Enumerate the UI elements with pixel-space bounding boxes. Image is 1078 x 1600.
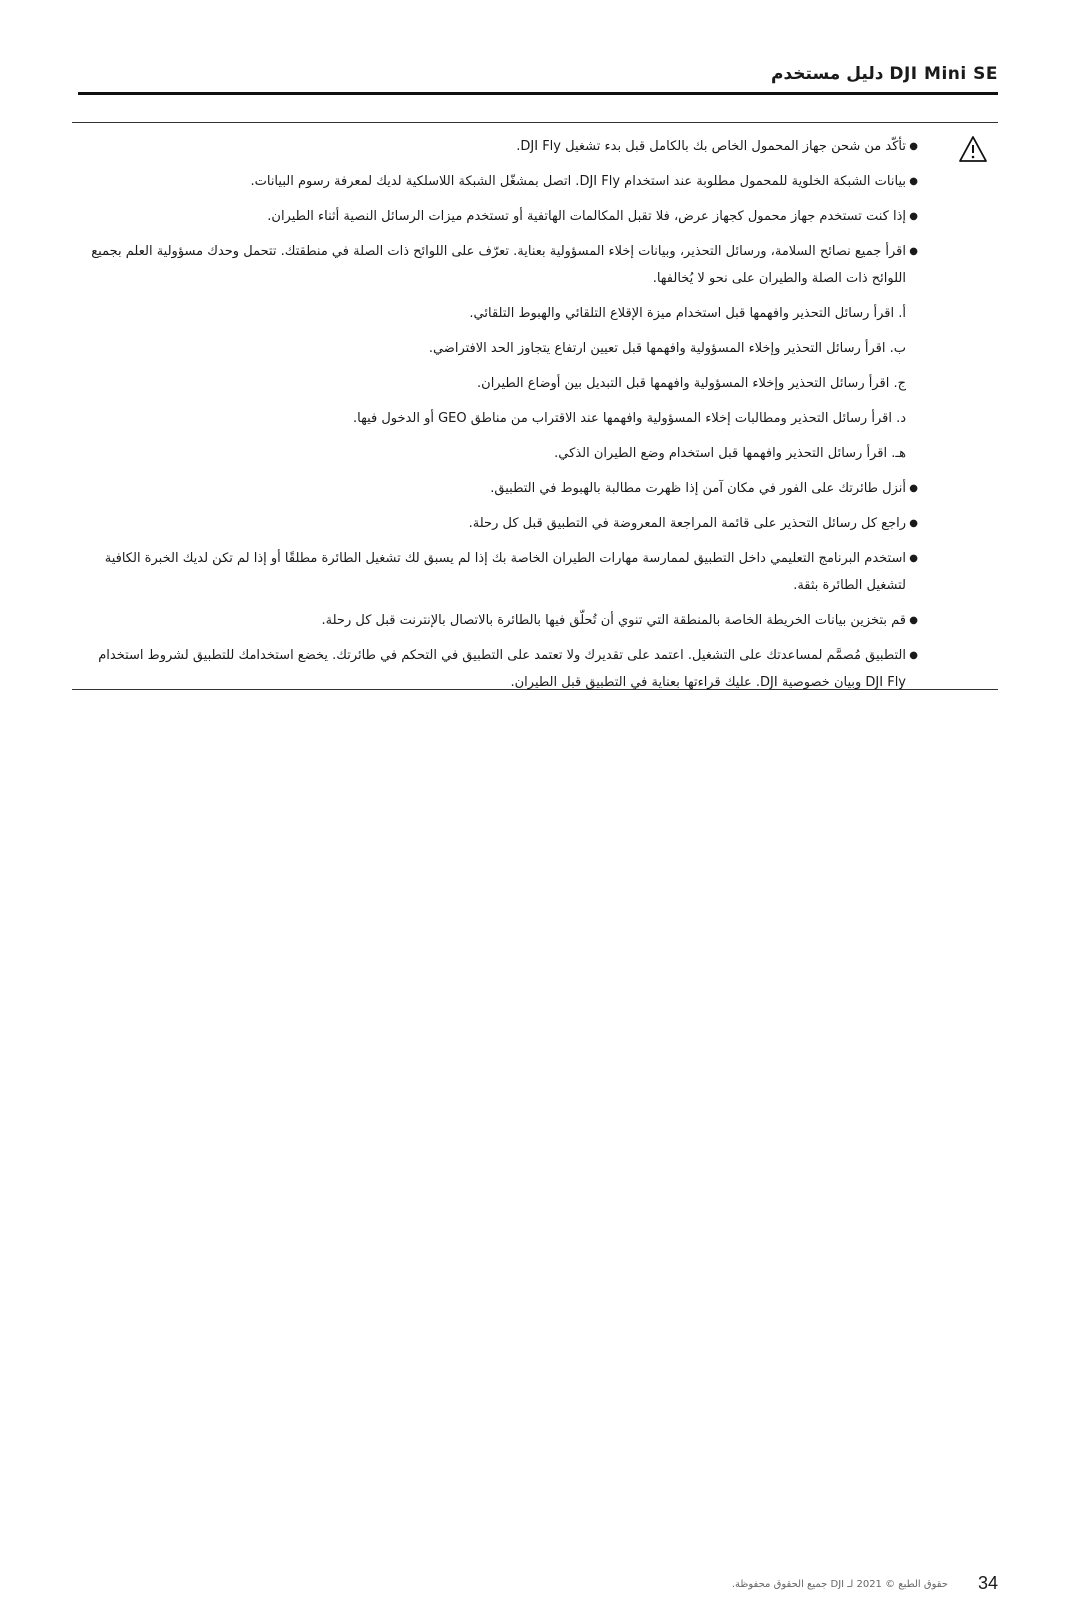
copyright-notice: حقوق الطبع © 2021 لـ DJI جميع الحقوق محفوظة. (731, 1579, 948, 1590)
note-item: ● تأكّد من شحن جهاز المحمول الخاص بك بالكامل قبل بدء تشغيل DJI Fly. (516, 139, 918, 154)
note-item: ● قم بتخزين بيانات الخريطة الخاصة بالمنطقة التي تنوي أن تُحلّق فيها بالطائرة بالاتصال بالإنترنت قبل كل رحلة. (321, 613, 918, 628)
warning-triangle-icon (958, 135, 988, 163)
note-subitem: د. اقرأ رسائل التحذير ومطالبات إخلاء المسؤولية وافهمها عند الاقتراب من مناطق GEO أو الدخول فيها. (352, 411, 906, 426)
warning-notes-section (72, 122, 998, 690)
note-subitem: أ. اقرأ رسائل التحذير وافهمها قبل استخدام ميزة الإقلاع التلقائي والهبوط التلقائي. (469, 306, 906, 321)
document-title: دليل مستخدم DJI Mini SE (771, 64, 998, 84)
note-item: ● بيانات الشبكة الخلوية للمحمول مطلوبة عند استخدام DJI Fly. اتصل بمشغّل الشبكة اللاسلكية لديك لمعرفة رسوم البيانات. (250, 174, 918, 189)
page-number: 34 (977, 1573, 998, 1593)
warning-notes-list (78, 133, 918, 704)
note-item: ● التطبيق مُصمَّم لمساعدتك على التشغيل. اعتمد على تقديرك ولا تعتمد على التطبيق في التحكم في طائرتك. يخضع استخدامك للتطبيق لشروط استخدام DJI Fly وبيان خصوصية DJI. عليك قراءتها بعناية في التطبيق قبل الطيران. (98, 648, 918, 690)
note-subitem: هـ. اقرأ رسائل التحذير وافهمها قبل استخدام وضع الطيران الذكي. (554, 446, 906, 461)
note-subitem: ج. اقرأ رسائل التحذير وإخلاء المسؤولية وافهمها قبل التبديل بين أوضاع الطيران. (477, 376, 906, 391)
note-item: ● إذا كنت تستخدم جهاز محمول كجهاز عرض، فلا تقبل المكالمات الهاتفية أو تستخدم ميزات الرسائل النصية أثناء الطيران. (267, 209, 918, 224)
page-header (78, 60, 998, 95)
note-item: ● راجع كل رسائل التحذير على قائمة المراجعة المعروضة في التطبيق قبل كل رحلة. (468, 516, 918, 531)
note-item: ● اقرأ جميع نصائح السلامة، ورسائل التحذير، وبيانات إخلاء المسؤولية بعناية. تعرّف على اللوائح ذات الصلة في منطقتك. تتحمل وحدك مسؤولية العلم بجميع اللوائح ذات الصلة والطيران على نحو لا يُخالفها. (91, 244, 918, 286)
note-item: ● استخدم البرنامج التعليمي داخل التطبيق لممارسة مهارات الطيران الخاصة بك إذا لم يسبق لك تشغيل الطائرة مطلقًا أو إذا لم تكن لديك الخبرة الكافية لتشغيل الطائرة بثقة. (104, 551, 918, 593)
page-footer (78, 1573, 998, 1597)
note-subitem: ب. اقرأ رسائل التحذير وإخلاء المسؤولية وافهمها قبل تعيين ارتفاع يتجاوز الحد الافتراضي. (428, 341, 906, 356)
note-item: ● أنزل طائرتك على الفور في مكان آمن إذا ظهرت مطالبة بالهبوط في التطبيق. (490, 481, 918, 496)
